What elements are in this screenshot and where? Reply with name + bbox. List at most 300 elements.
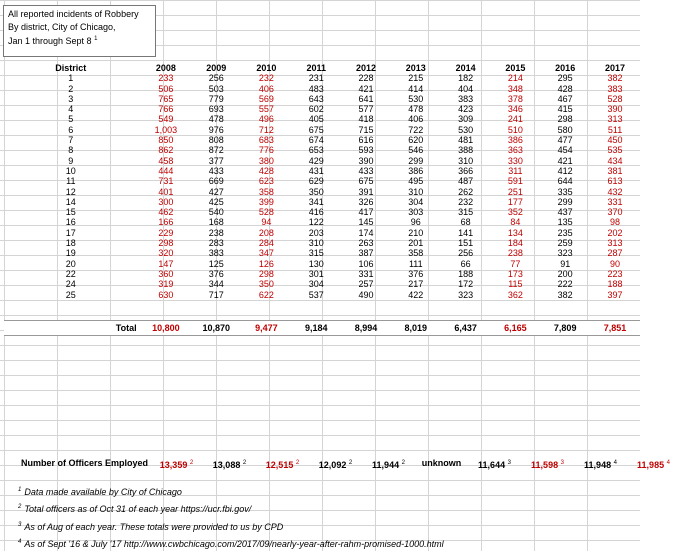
district-cell[interactable]: 25 [65,289,76,300]
blank-cell[interactable] [341,300,391,310]
header-year[interactable]: 2011 [306,63,326,73]
value-cell[interactable]: 360 [158,268,174,279]
value-cell[interactable]: 295 [557,73,573,84]
value-cell[interactable]: 669 [208,176,224,187]
total-value-cell[interactable]: 8,994 [341,321,391,336]
value-cell[interactable]: 434 [607,155,623,166]
value-cell[interactable]: 530 [408,93,424,104]
value-cell[interactable]: 166 [158,217,174,228]
blank-cell[interactable] [291,300,341,310]
value-cell[interactable]: 238 [208,227,224,238]
value-cell[interactable]: 188 [607,279,623,290]
value-cell[interactable]: 66 [460,258,471,269]
total-value-cell[interactable]: 8,019 [391,321,441,336]
value-cell[interactable]: 444 [158,165,174,176]
value-cell[interactable]: 298 [557,114,573,125]
value-cell[interactable]: 382 [607,73,623,84]
officers-value-cell[interactable] [415,457,468,469]
value-cell[interactable]: 331 [607,196,623,207]
district-cell[interactable]: 4 [68,104,74,115]
value-cell[interactable]: 872 [208,145,224,156]
value-cell[interactable]: 378 [507,93,523,104]
value-cell[interactable]: 174 [358,227,374,238]
value-cell[interactable]: 362 [507,289,523,300]
value-cell[interactable]: 319 [158,279,174,290]
blank-cell[interactable] [291,310,341,321]
value-cell[interactable]: 675 [308,124,324,135]
value-cell[interactable]: 397 [607,289,623,300]
value-cell[interactable]: 404 [458,83,474,94]
district-cell[interactable]: 11 [66,176,76,187]
value-cell[interactable]: 315 [308,248,324,259]
district-cell[interactable]: 17 [65,227,76,238]
district-cell[interactable]: 8 [68,145,74,156]
value-cell[interactable]: 593 [358,145,374,156]
value-cell[interactable]: 406 [408,114,424,125]
value-cell[interactable]: 134 [507,227,523,238]
value-cell[interactable]: 431 [308,165,324,176]
value-cell[interactable]: 310 [308,238,324,249]
total-value-cell[interactable]: 10,800 [141,321,191,336]
value-cell[interactable]: 311 [508,165,523,176]
district-cell[interactable]: 9 [68,155,74,166]
value-cell[interactable]: 231 [308,73,324,84]
value-cell[interactable]: 304 [408,196,424,207]
value-cell[interactable]: 540 [208,207,224,218]
value-cell[interactable]: 145 [358,217,374,228]
value-cell[interactable]: 557 [258,104,274,115]
header-year[interactable]: 2015 [505,63,526,73]
value-cell[interactable]: 313 [607,238,623,249]
value-cell[interactable]: 390 [607,104,623,115]
blank-cell[interactable] [590,300,640,310]
value-cell[interactable]: 425 [208,196,224,207]
officers-value-cell[interactable] [574,457,627,471]
value-cell[interactable]: 358 [408,248,424,259]
value-cell[interactable]: 358 [258,186,274,197]
value-cell[interactable]: 530 [458,124,474,135]
value-cell[interactable]: 182 [458,73,474,84]
blank-cell[interactable] [141,310,191,321]
value-cell[interactable]: 412 [557,165,573,176]
value-cell[interactable]: 68 [460,217,471,228]
value-cell[interactable]: 537 [308,289,324,300]
value-cell[interactable]: 675 [358,176,374,187]
value-cell[interactable]: 503 [208,83,224,94]
header-year[interactable]: 2013 [405,63,426,73]
value-cell[interactable]: 620 [408,135,424,146]
value-cell[interactable]: 850 [158,135,174,146]
value-cell[interactable]: 591 [507,176,523,187]
value-cell[interactable]: 91 [560,258,571,269]
header-year[interactable]: 2012 [355,63,377,73]
value-cell[interactable]: 862 [158,145,174,156]
value-cell[interactable]: 350 [258,279,274,290]
header-year[interactable]: 2010 [256,63,277,73]
value-cell[interactable]: 422 [408,289,424,300]
value-cell[interactable]: 421 [358,83,374,94]
blank-cell[interactable] [341,310,391,321]
value-cell[interactable]: 386 [507,135,523,146]
officers-value-cell[interactable] [627,457,680,471]
value-cell[interactable]: 766 [158,104,174,115]
value-cell[interactable]: 208 [258,227,274,238]
value-cell[interactable]: 135 [557,217,573,228]
value-cell[interactable]: 326 [358,196,374,207]
value-cell[interactable]: 380 [258,155,274,166]
header-district[interactable]: District [55,63,87,73]
district-cell[interactable]: 14 [65,196,76,207]
value-cell[interactable]: 77 [510,258,521,269]
district-cell[interactable]: 10 [65,165,76,176]
value-cell[interactable]: 478 [408,104,424,115]
total-value-cell[interactable]: 9,184 [291,321,341,336]
blank-cell[interactable] [441,310,491,321]
value-cell[interactable]: 344 [208,279,224,290]
blank-cell[interactable] [391,310,441,321]
value-cell[interactable]: 284 [258,238,274,249]
table-row [4,114,640,124]
value-cell[interactable]: 335 [557,186,573,197]
value-cell[interactable]: 310 [458,155,474,166]
district-cell[interactable]: 6 [68,124,74,135]
district-cell[interactable]: 15 [65,207,76,218]
value-cell[interactable]: 674 [308,135,324,146]
value-cell[interactable]: 94 [261,217,272,228]
value-cell[interactable]: 315 [458,207,474,218]
value-cell[interactable]: 202 [607,227,623,238]
value-cell[interactable]: 381 [607,165,623,176]
value-cell[interactable]: 483 [308,83,324,94]
value-cell[interactable]: 331 [358,268,374,279]
value-cell[interactable]: 84 [510,217,521,228]
value-cell[interactable]: 346 [507,104,523,115]
blank-cell[interactable] [4,310,141,321]
value-cell[interactable]: 414 [408,83,424,94]
value-cell[interactable]: 429 [308,155,324,166]
value-cell[interactable]: 715 [358,124,374,135]
district-cell[interactable]: 3 [68,93,74,104]
value-cell[interactable]: 90 [610,258,621,269]
value-cell[interactable]: 228 [358,73,374,84]
value-cell[interactable]: 151 [458,238,474,249]
value-cell[interactable]: 300 [158,196,174,207]
value-cell[interactable]: 320 [158,248,174,259]
value-cell[interactable]: 263 [358,238,374,249]
value-cell[interactable]: 427 [208,186,224,197]
value-cell[interactable]: 722 [408,124,424,135]
value-cell[interactable]: 428 [258,165,274,176]
value-cell[interactable]: 323 [458,289,474,300]
officers-value-cell[interactable] [521,457,574,471]
district-cell[interactable]: 22 [65,268,76,279]
value-cell[interactable]: 257 [358,279,374,290]
district-cell[interactable]: 19 [65,248,76,259]
total-value-cell[interactable]: 6,165 [491,321,541,336]
value-cell[interactable]: 433 [358,165,374,176]
district-cell[interactable]: 2 [68,83,74,94]
value-cell[interactable]: 528 [258,207,274,218]
value-cell[interactable]: 301 [308,268,324,279]
value-cell[interactable]: 808 [208,135,224,146]
value-cell[interactable]: 298 [258,268,274,279]
total-value-cell[interactable]: 6,437 [441,321,491,336]
value-cell[interactable]: 347 [258,248,274,259]
value-cell[interactable]: 341 [308,196,324,207]
value-cell[interactable]: 201 [408,238,424,249]
header-year[interactable]: 2016 [555,63,576,73]
value-cell[interactable]: 779 [208,93,224,104]
value-cell[interactable]: 510 [507,124,523,135]
value-cell[interactable]: 223 [607,268,623,279]
value-cell[interactable]: 96 [410,217,421,228]
value-cell[interactable]: 623 [258,176,274,187]
value-cell[interactable]: 421 [557,155,573,166]
value-cell[interactable]: 304 [308,279,324,290]
value-cell[interactable]: 391 [358,186,374,197]
value-cell[interactable]: 546 [408,145,424,156]
value-cell[interactable]: 641 [358,93,374,104]
value-cell[interactable]: 287 [607,248,623,259]
header-year[interactable]: 2017 [605,63,626,73]
value-cell[interactable]: 229 [158,227,174,238]
value-cell[interactable]: 262 [458,186,474,197]
value-cell[interactable]: 323 [557,248,573,259]
value-cell[interactable]: 616 [358,135,374,146]
value-cell[interactable]: 458 [158,155,174,166]
value-cell[interactable]: 776 [258,145,274,156]
value-cell[interactable]: 115 [508,279,523,290]
value-cell[interactable]: 233 [158,73,174,84]
blank-cell[interactable] [491,300,541,310]
value-cell[interactable]: 298 [158,238,174,249]
value-cell[interactable]: 203 [308,227,324,238]
value-cell[interactable]: 215 [408,73,424,84]
value-cell[interactable]: 653 [308,145,324,156]
value-cell[interactable]: 528 [607,93,623,104]
district-cell[interactable]: 16 [65,217,76,228]
blank-cell[interactable] [590,310,640,321]
value-cell[interactable]: 363 [507,145,523,156]
value-cell[interactable]: 495 [408,176,424,187]
blank-cell[interactable] [540,300,590,310]
officers-value-cell[interactable] [150,457,203,471]
value-cell[interactable]: 577 [358,104,374,115]
value-cell[interactable]: 259 [557,238,573,249]
value-cell[interactable]: 141 [458,227,474,238]
value-cell[interactable]: 235 [557,227,573,238]
blank-cell[interactable] [191,310,241,321]
value-cell[interactable]: 613 [607,176,623,187]
value-cell[interactable]: 188 [458,268,474,279]
value-cell[interactable]: 232 [258,73,274,84]
value-cell[interactable]: 177 [507,196,523,207]
officers-value-cell[interactable] [468,457,521,471]
blank-cell[interactable] [242,300,292,310]
value-cell[interactable]: 168 [208,217,224,228]
value-cell[interactable]: 1,003 [154,124,178,135]
header-year[interactable]: 2009 [206,63,227,73]
value-cell[interactable]: 481 [458,135,474,146]
value-cell[interactable]: 210 [408,227,424,238]
value-cell[interactable]: 348 [507,83,523,94]
district-cell[interactable]: 7 [68,135,74,146]
value-cell[interactable]: 418 [358,114,374,125]
value-cell[interactable]: 390 [358,155,374,166]
value-cell[interactable]: 383 [607,83,623,94]
officers-value: 12,092 [318,460,347,470]
value-cell[interactable]: 313 [607,114,623,125]
total-value-cell[interactable]: 7,809 [540,321,590,336]
value-cell[interactable]: 299 [557,196,573,207]
blank-cell[interactable] [141,300,191,310]
value-cell[interactable]: 352 [507,207,523,218]
value-cell[interactable]: 399 [258,196,274,207]
value-cell[interactable]: 214 [507,73,523,84]
value-cell[interactable]: 602 [308,104,324,115]
value-cell[interactable]: 415 [557,104,573,115]
total-value-cell[interactable]: 10,870 [191,321,241,336]
blank-cell[interactable] [242,310,292,321]
value-cell[interactable]: 251 [507,186,523,197]
blank-cell[interactable] [391,300,441,310]
district-cell[interactable]: 1 [68,73,74,84]
value-cell[interactable]: 417 [358,207,374,218]
blank-cell[interactable] [491,310,541,321]
officers-label[interactable]: Number of Officers Employed [21,458,149,468]
value-cell[interactable]: 428 [557,83,573,94]
value-cell[interactable]: 467 [557,93,573,104]
officers-value-cell[interactable] [256,457,309,471]
value-cell[interactable]: 256 [458,248,474,259]
value-cell[interactable]: 232 [458,196,474,207]
value-cell[interactable]: 478 [208,114,224,125]
value-cell[interactable]: 217 [408,279,424,290]
value-cell[interactable]: 644 [557,176,573,187]
value-cell[interactable]: 462 [158,207,174,218]
value-cell[interactable]: 683 [258,135,274,146]
value-cell[interactable]: 405 [308,114,324,125]
value-cell[interactable]: 496 [258,114,274,125]
total-value-cell[interactable]: 7,851 [590,321,640,336]
value-cell[interactable]: 549 [158,114,174,125]
value-cell[interactable]: 630 [158,289,174,300]
value-cell[interactable]: 643 [308,93,324,104]
value-cell[interactable]: 376 [408,268,424,279]
value-cell[interactable]: 765 [158,93,174,104]
value-cell[interactable]: 383 [208,248,224,259]
value-cell[interactable]: 173 [507,268,523,279]
value-cell[interactable]: 111 [408,258,423,269]
value-cell[interactable]: 200 [557,268,573,279]
value-cell[interactable]: 416 [308,207,324,218]
value-cell[interactable]: 622 [258,289,274,300]
district-cell[interactable]: 18 [65,238,76,249]
value-cell[interactable]: 477 [557,135,573,146]
value-cell[interactable]: 377 [208,155,224,166]
value-cell[interactable]: 125 [208,258,224,269]
total-value-cell[interactable]: 9,477 [242,321,292,336]
value-cell[interactable]: 511 [607,124,623,135]
value-cell[interactable]: 712 [258,124,274,135]
blank-cell[interactable] [191,300,241,310]
value-cell[interactable]: 506 [158,83,174,94]
value-cell[interactable]: 406 [258,83,274,94]
value-cell[interactable]: 310 [408,186,424,197]
value-cell[interactable]: 303 [408,207,424,218]
value-cell[interactable]: 222 [557,279,573,290]
value-cell[interactable]: 433 [208,165,224,176]
value-cell[interactable]: 147 [158,258,174,269]
value-cell[interactable]: 717 [208,289,224,300]
value-cell[interactable]: 629 [308,176,324,187]
value-cell[interactable]: 98 [610,217,621,228]
district-cell[interactable]: 20 [65,258,76,269]
blank-cell[interactable] [4,300,141,310]
value-cell[interactable]: 401 [158,186,174,197]
value-cell[interactable]: 382 [557,289,573,300]
value-cell[interactable]: 383 [458,93,474,104]
officers-value-cell[interactable] [362,457,415,471]
officers-value-cell[interactable] [203,457,256,471]
value-cell[interactable]: 299 [408,155,424,166]
value-cell[interactable]: 350 [308,186,324,197]
value-cell[interactable]: 454 [557,145,573,156]
value-cell[interactable]: 535 [607,145,623,156]
value-cell[interactable]: 569 [258,93,274,104]
value-cell[interactable]: 490 [358,289,374,300]
value-cell[interactable]: 366 [458,165,474,176]
value-cell[interactable]: 487 [458,176,474,187]
value-cell[interactable]: 122 [308,217,324,228]
value-cell[interactable]: 106 [358,258,374,269]
value-cell[interactable]: 976 [208,124,224,135]
value-cell[interactable]: 184 [507,238,523,249]
value-cell[interactable]: 370 [607,207,623,218]
value-cell[interactable]: 330 [507,155,523,166]
value-cell[interactable]: 432 [607,186,623,197]
blank-cell[interactable] [540,310,590,321]
blank-cell[interactable] [441,300,491,310]
value-cell[interactable]: 580 [557,124,573,135]
district-cell[interactable]: 12 [65,186,76,197]
value-cell[interactable]: 731 [158,176,174,187]
value-cell[interactable]: 238 [507,248,523,259]
value-cell[interactable]: 172 [458,279,474,290]
officers-value-cell[interactable] [309,457,362,471]
value-cell[interactable]: 283 [208,238,224,249]
value-cell[interactable]: 693 [208,104,224,115]
value-cell[interactable]: 130 [308,258,324,269]
district-cell[interactable]: 5 [68,114,74,125]
district-cell[interactable]: 24 [65,279,76,290]
value-cell[interactable]: 387 [358,248,374,259]
total-label[interactable]: Total [4,321,141,336]
value-cell[interactable]: 256 [208,73,224,84]
value-cell[interactable]: 388 [458,145,474,156]
value-cell[interactable]: 376 [208,268,224,279]
footnote-line [18,483,618,500]
value-cell[interactable]: 423 [458,104,474,115]
value-cell[interactable]: 241 [507,114,523,125]
value-cell[interactable]: 450 [607,135,623,146]
value-cell[interactable]: 386 [408,165,424,176]
value-cell[interactable]: 126 [258,258,274,269]
header-year[interactable]: 2008 [155,63,176,73]
value-cell[interactable]: 437 [557,207,573,218]
value-cell[interactable]: 309 [458,114,474,125]
header-year[interactable]: 2014 [455,63,476,73]
